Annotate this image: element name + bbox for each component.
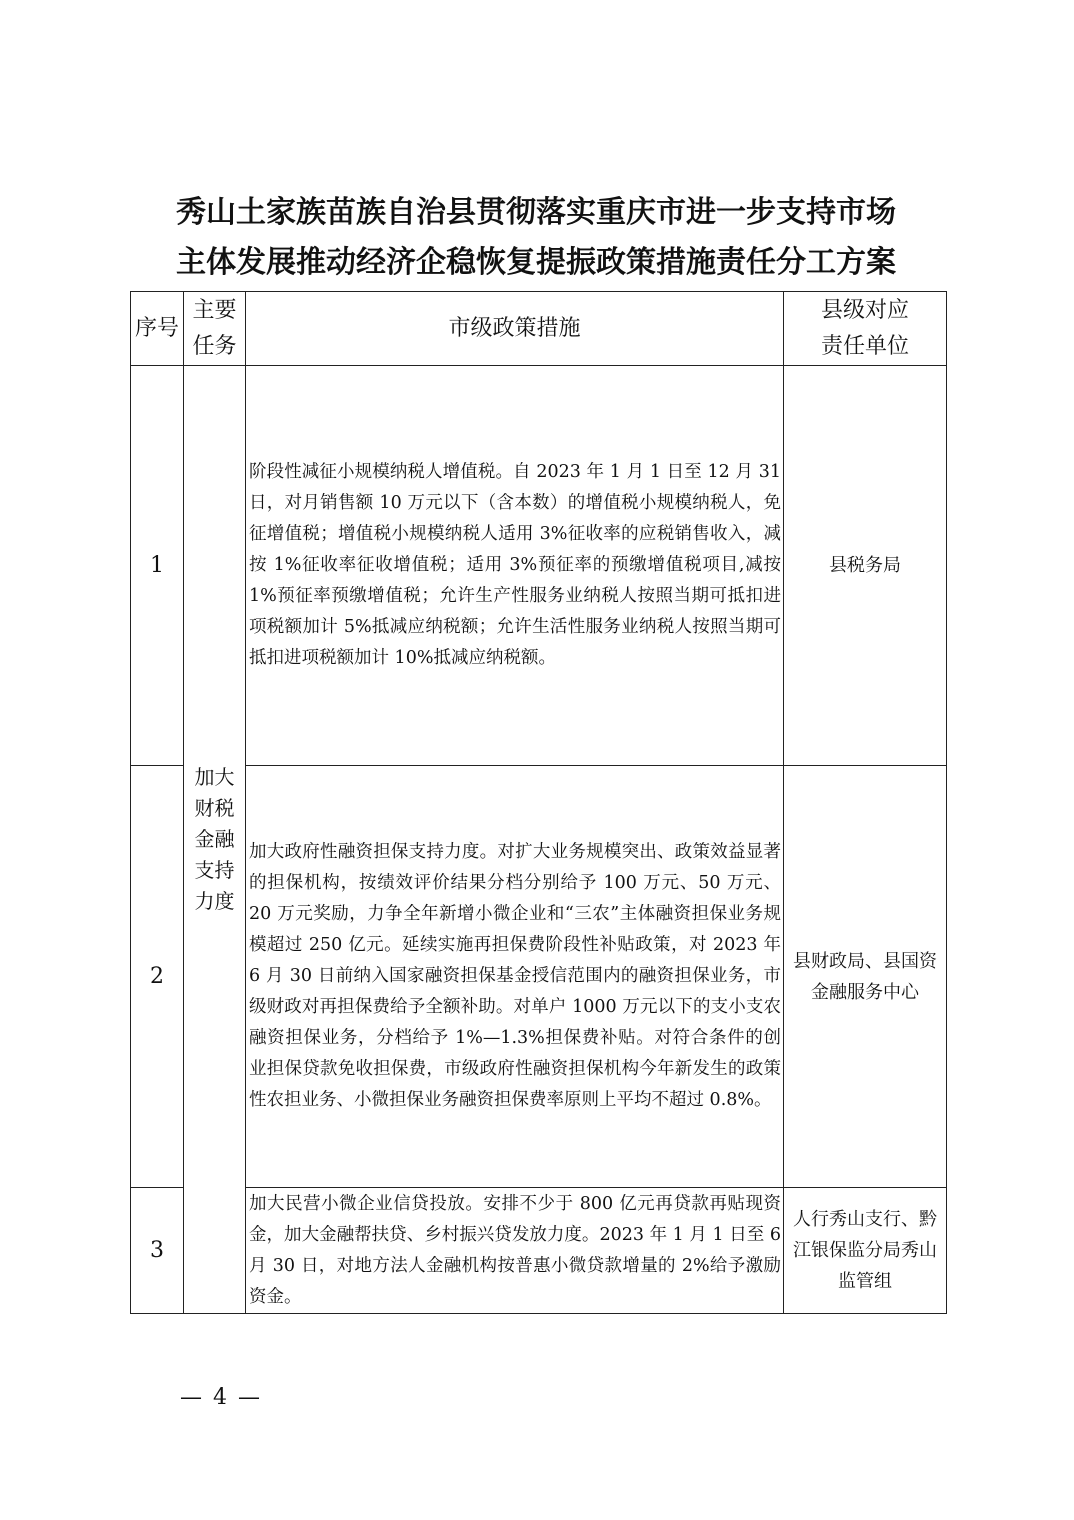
- header-row: [131, 292, 947, 366]
- measure-body: 对扩大业务规模突出、政策效益显著的担保机构，按绩效评价结果分档分别给予 100 万元、50 万元、20 万元奖励，力争全年新增小微企业和“三农”主体融资担保业务规模超过 250 亿元。延续实施再担保费阶段性补贴政策，对 2023 年 6 月 30 日前纳入国家融资担保基金授信范围内的融资担保业务，市级财政对再担保费给予全额补助。对单户 1000 万元以下的支小支农融资担保业务，分档给予 1%—1.3%担保费补贴。对符合条件的创业担保贷款免收担保费，市级政府性融资担保机构今年新发生的政策性农担业务、小微担保业务融资担保费率原则上平均不超过 0.8%。: [249, 842, 782, 1110]
- responsible-unit: 县财政局、县国资金融服务中心: [784, 766, 947, 1188]
- responsible-unit: 县税务局: [784, 366, 947, 766]
- measure-lead: 阶段性减征小规模纳税人增值税。: [249, 462, 514, 482]
- measure-lead: 加大民营小微企业信贷投放。: [249, 1193, 484, 1214]
- header-no: 序号: [131, 292, 184, 366]
- task-line: 财税: [194, 796, 235, 820]
- header-task-line1: 主要: [192, 297, 237, 323]
- table-row: [131, 1188, 947, 1314]
- policy-measure: [246, 1188, 784, 1314]
- task-line: 金融: [194, 827, 235, 851]
- header-unit-line2: 责任单位: [820, 333, 909, 359]
- row-number: 1: [131, 366, 184, 766]
- table-row: [131, 366, 947, 766]
- measure-lead: 加大政府性融资担保支持力度。: [249, 842, 498, 862]
- measure-body: 自 2023 年 1 月 1 日至 12 月 31 日，对月销售额 10 万元以下（含本数）的增值税小规模纳税人，免征增值税；增值税小规模纳税人适用 3%征收率的应税销售收入，减按 1%征收率征收增值税；适用 3%预征率的预缴增值税项目,减按 1%预征率预缴增值税；允许生产性服务业纳税人按照当期可抵扣进项税额加计 5%抵减应纳税额；允许生活性服务业纳税人按照当期可抵扣进项税额加计 10%抵减应纳税额。: [249, 462, 781, 668]
- main-task-cell: [184, 366, 246, 1314]
- header-task-line2: 任务: [192, 333, 237, 359]
- title-line-1: 秀山土家族苗族自治县贯彻落实重庆市进一步支持市场: [176, 195, 896, 230]
- document-title: [130, 188, 942, 288]
- page-number: — 4 —: [180, 1385, 262, 1410]
- policy-measure: [246, 366, 784, 766]
- policy-measure: [246, 766, 784, 1188]
- responsibility-table: [130, 291, 947, 1314]
- task-line: 力度: [194, 889, 235, 913]
- task-line: 加大: [194, 765, 235, 789]
- title-line-2: 主体发展推动经济企稳恢复提振政策措施责任分工方案: [176, 245, 896, 280]
- responsible-unit: 人行秀山支行、黔江银保监分局秀山监管组: [784, 1188, 947, 1314]
- row-number: 3: [131, 1188, 184, 1314]
- header-unit: [784, 292, 947, 366]
- table-row: [131, 766, 947, 1188]
- row-number: 2: [131, 766, 184, 1188]
- measure-body: 安排不少于 800 亿元再贷款再贴现资金，加大金融帮扶贷、乡村振兴贷发放力度。2023 年 1 月 1 日至 6 月 30 日，对地方法人金融机构按普惠小微贷款增量的 2%给予激励资金。: [249, 1193, 781, 1307]
- header-task: [184, 292, 246, 366]
- header-measure: 市级政策措施: [246, 292, 784, 366]
- header-unit-line1: 县级对应: [820, 297, 909, 323]
- task-line: 支持: [194, 858, 235, 882]
